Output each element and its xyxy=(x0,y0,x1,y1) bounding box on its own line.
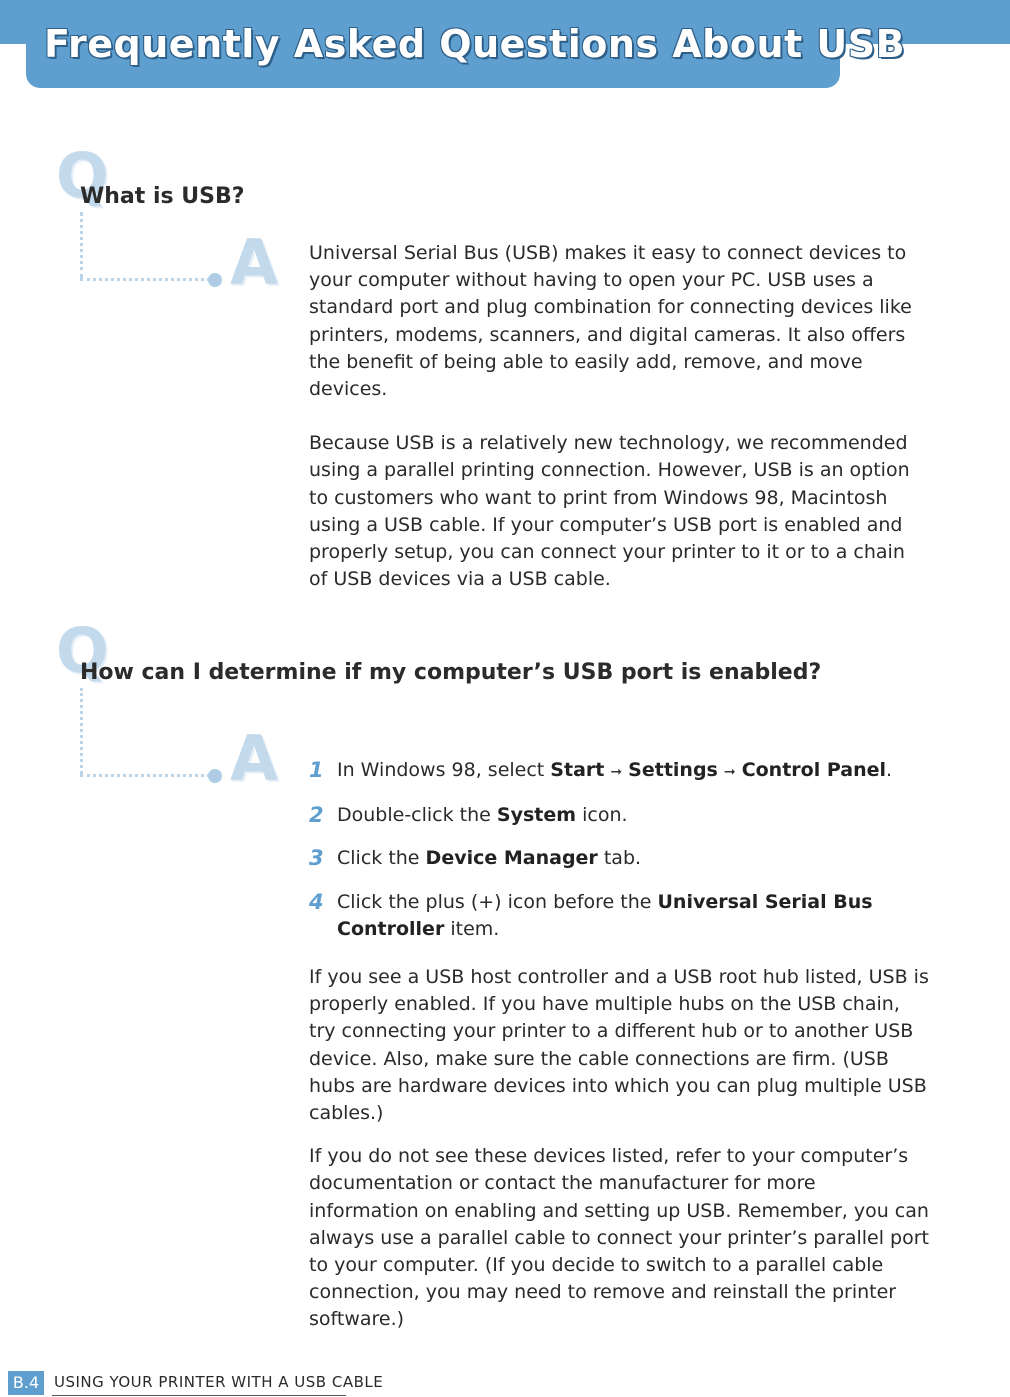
dotted-connector-h1 xyxy=(80,278,210,281)
control-panel-label: Control Panel xyxy=(741,759,887,781)
a-letter-2: A xyxy=(230,722,278,795)
step-number: 4 xyxy=(309,889,324,914)
a-letter-1: A xyxy=(230,226,278,299)
step-number: 1 xyxy=(309,758,324,782)
dotted-connector-v1 xyxy=(80,212,83,278)
step-text: Click the plus (+) icon before the xyxy=(337,890,658,913)
answer-1-paragraph-1: Universal Serial Bus (USB) makes it easy to connect devices to your computer without having to open your PC. USB uses a standard port and plug combination for connecting devices like printers, modems, scanners, and digital cameras. It also offers the benefit of being able to easily add, remove, and move devices. xyxy=(309,242,912,401)
answer-1-paragraph-2: Because USB is a relatively new technology, we recommended using a parallel printing connection. However, USB is an option to customers who want to print from Windows 98, Macintosh using a USB cable. If your computer’s USB port is enabled and properly setup, you can connect your printer to it or to a chain of USB devices via a USB cable. xyxy=(309,432,910,591)
question-2: How can I determine if my computer’s USB port is enabled? xyxy=(80,660,822,685)
q-letter-1: Q xyxy=(56,139,109,212)
step-text: item. xyxy=(444,917,500,940)
step-3 xyxy=(309,845,929,872)
answer-2-paragraph-1: If you see a USB host controller and a USB root hub listed, USB is properly enabled. If you have multiple hubs on the USB chain, try connecting your printer to a different hub or to another USB device. Also, make sure the cable connections are firm. (USB hubs are hardware devices into which you can plug multiple USB cables.) xyxy=(309,966,929,1125)
step-1 xyxy=(309,757,929,786)
step-text: In Windows 98, select xyxy=(337,759,551,781)
step-text: tab. xyxy=(597,847,642,870)
step-2 xyxy=(309,802,929,829)
step-text: Click the xyxy=(337,847,426,870)
arrow-right-icon: ➞ xyxy=(723,764,736,780)
connector-dot-1 xyxy=(208,273,222,287)
answer-2-paragraph-2: If you do not see these devices listed, refer to your computer’s documentation or contact the manufacturer for more information on enabling and setting up USB. Remember, you can always use a parallel cable to connect your printer’s parallel port to your computer. (If you decide to switch to a parallel cable connection, you may need to remove and reinstall the printer software.) xyxy=(309,1145,929,1331)
step-4 xyxy=(309,889,929,943)
connector-dot-2 xyxy=(208,769,222,783)
arrow-right-icon: ➞ xyxy=(610,764,623,780)
system-icon-label: System xyxy=(496,804,577,827)
step-text: . xyxy=(886,759,893,781)
question-1: What is USB? xyxy=(80,184,245,209)
steps-list xyxy=(309,757,929,959)
usb-controller-label: Universal Serial Bus Controller xyxy=(337,890,873,940)
dotted-connector-v2 xyxy=(80,688,83,774)
page-title: Frequently Asked Questions About USB xyxy=(44,22,906,66)
start-menu-label: Start xyxy=(550,759,605,781)
answer-2 xyxy=(309,964,929,1361)
page-number-badge: B.4 xyxy=(8,1371,44,1395)
step-text: icon. xyxy=(576,804,628,827)
footer-rule xyxy=(52,1395,346,1396)
step-text: Double-click the xyxy=(337,804,497,827)
settings-menu-label: Settings xyxy=(628,759,718,781)
footer-section-title: USING YOUR PRINTER WITH A USB CABLE xyxy=(54,1373,384,1391)
device-manager-label: Device Manager xyxy=(425,847,598,870)
dotted-connector-h2 xyxy=(80,774,210,777)
step-number: 3 xyxy=(309,846,324,871)
answer-1 xyxy=(309,240,929,620)
step-number: 2 xyxy=(309,803,324,828)
q-letter-2: Q xyxy=(56,614,109,687)
